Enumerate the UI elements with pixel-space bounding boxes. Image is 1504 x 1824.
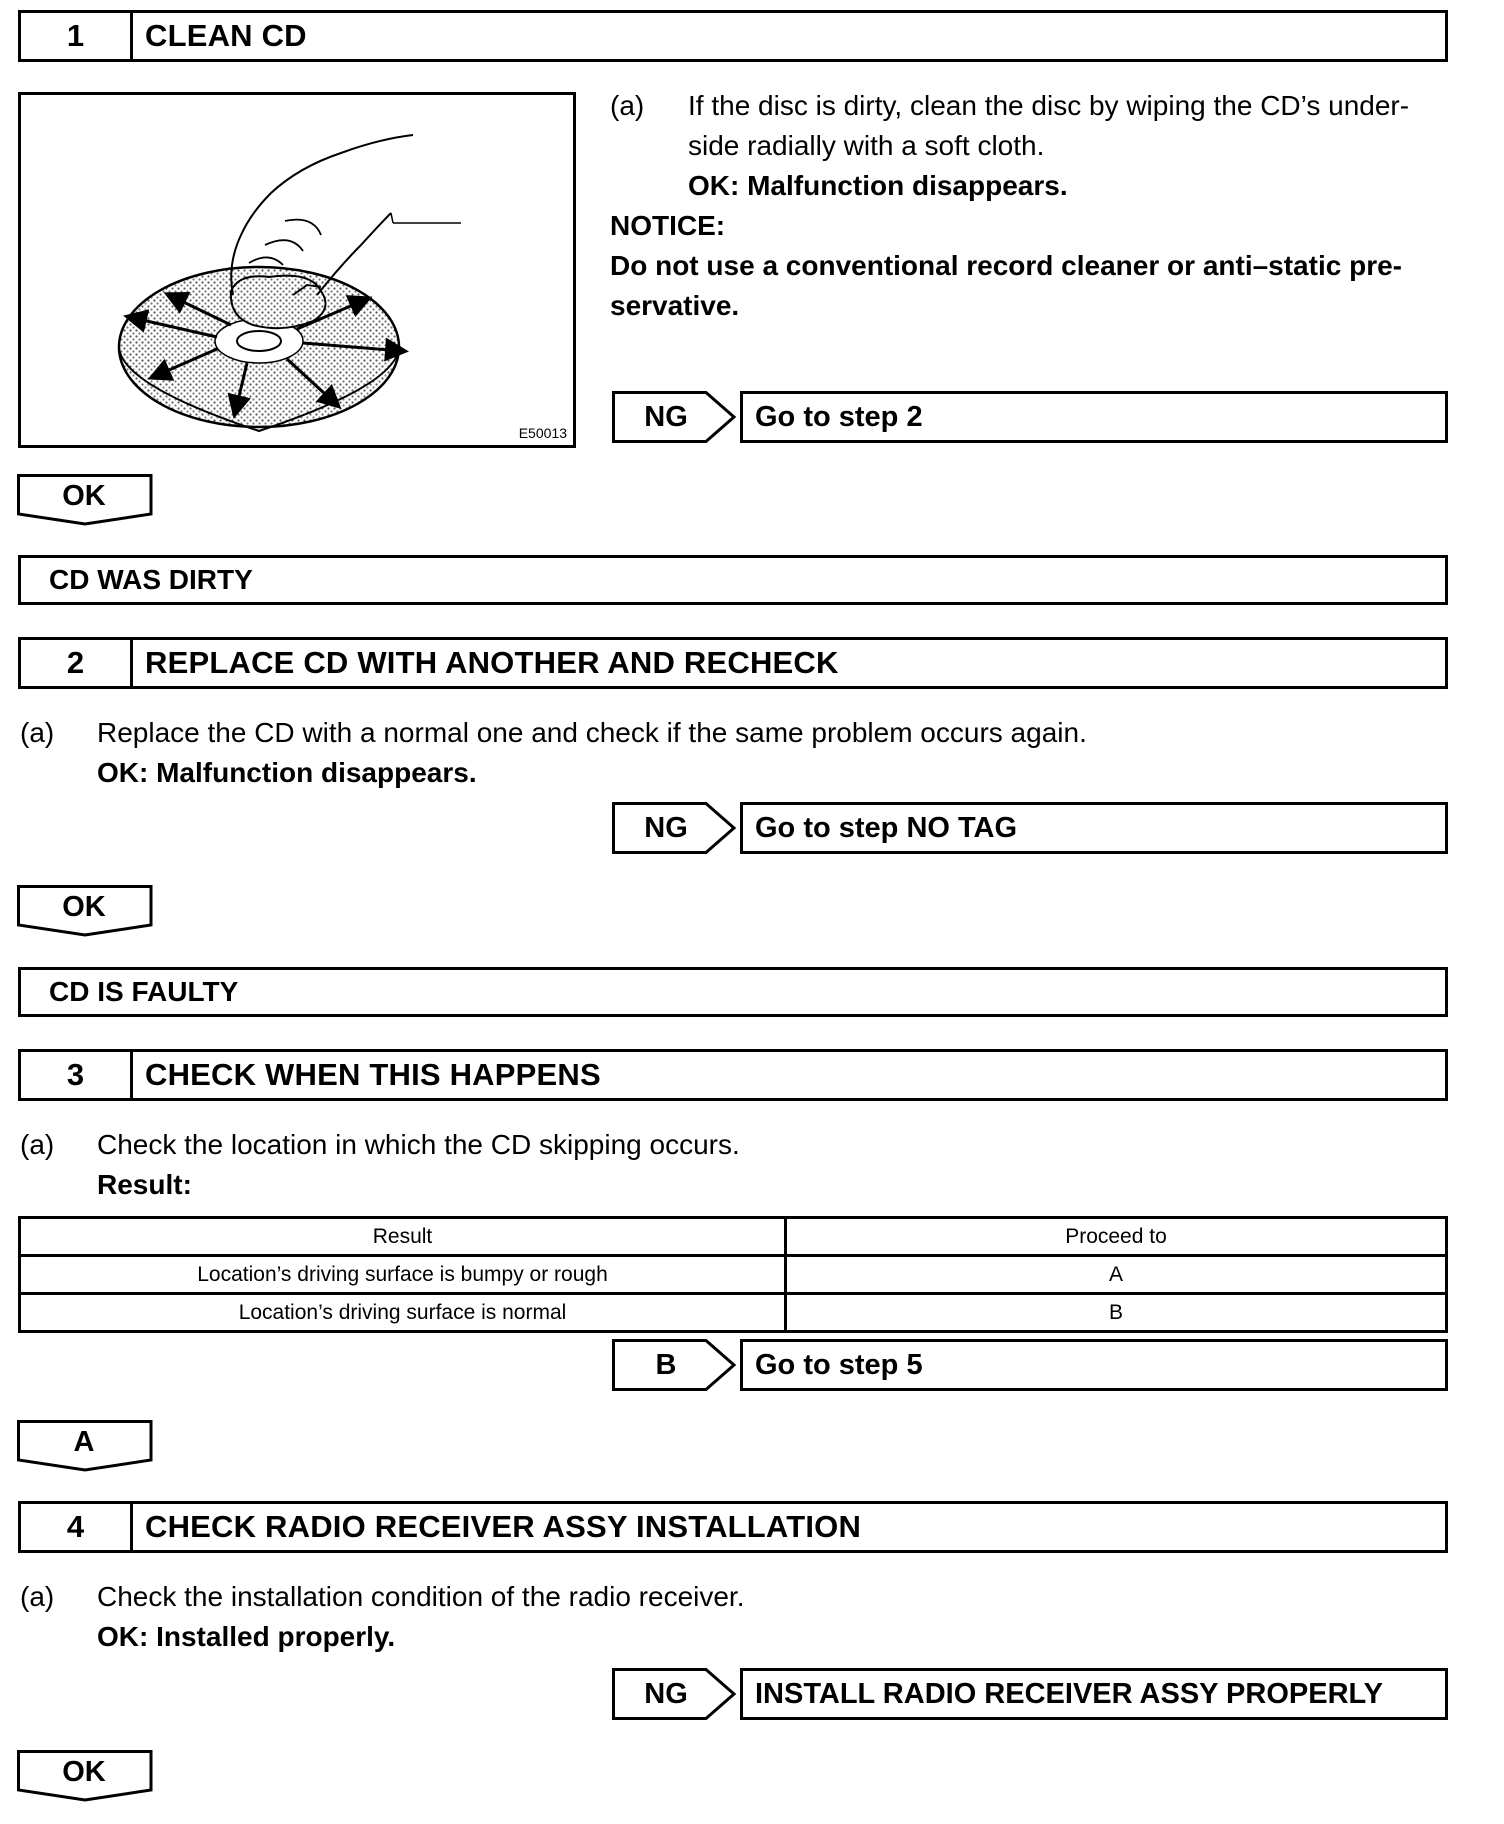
ng-label: NG xyxy=(644,811,688,844)
result-cell: Location’s driving surface is bumpy or rough xyxy=(20,1256,786,1294)
ng-target-link[interactable]: Go to step NO TAG xyxy=(740,802,1448,854)
ok-tab[interactable]: OK xyxy=(62,1755,106,1788)
ng-label: NG xyxy=(644,400,688,433)
step-title: CHECK RADIO RECEIVER ASSY INSTALLATION xyxy=(145,1509,862,1544)
notice-line-1: Do not use a conventional record cleaner or anti–static pre- xyxy=(610,250,1402,281)
step-title: CLEAN CD xyxy=(145,18,307,53)
column-header-result: Result xyxy=(20,1218,786,1256)
b-label: B xyxy=(655,1348,677,1381)
step-3-header xyxy=(18,1049,1448,1101)
ok-criterion: OK: Malfunction disappears. xyxy=(97,757,477,788)
step-number: 1 xyxy=(21,13,133,59)
item-a-line-1: If the disc is dirty, clean the disc by wiping the CD’s under- xyxy=(688,90,1410,121)
item-a-marker: (a) xyxy=(610,90,645,121)
item-a-marker: (a) xyxy=(20,717,55,748)
ng-label: NG xyxy=(644,1677,688,1710)
step-number: 4 xyxy=(21,1504,133,1550)
cd-wiping-hand-icon xyxy=(21,95,573,445)
result-banner-cd-dirty: CD WAS DIRTY xyxy=(18,555,1448,605)
table-row xyxy=(20,1256,1447,1294)
item-a-text: Check the location in which the CD skipping occurs. xyxy=(97,1129,740,1160)
item-a-text: Replace the CD with a normal one and check if the same problem occurs again. xyxy=(97,717,1087,748)
cd-cleaning-illustration xyxy=(18,92,576,448)
table-row xyxy=(20,1294,1447,1332)
b-target-link[interactable]: Go to step 5 xyxy=(740,1339,1448,1391)
ng-target-link[interactable]: INSTALL RADIO RECEIVER ASSY PROPERLY xyxy=(740,1668,1448,1720)
proceed-cell: A xyxy=(786,1256,1447,1294)
ng-target-link[interactable]: Go to step 2 xyxy=(740,391,1448,443)
step-title: CHECK WHEN THIS HAPPENS xyxy=(145,1057,601,1092)
figure-code: E50013 xyxy=(518,425,567,441)
result-table xyxy=(18,1216,1448,1333)
result-banner-cd-faulty: CD IS FAULTY xyxy=(18,967,1448,1017)
ok-tab[interactable]: OK xyxy=(62,479,106,512)
ok-tab[interactable]: OK xyxy=(62,890,106,923)
notice-line-2: servative. xyxy=(610,290,740,321)
table-header-row xyxy=(20,1218,1447,1256)
notice-label: NOTICE: xyxy=(610,210,726,241)
step-1-header xyxy=(18,10,1448,62)
item-a-marker: (a) xyxy=(20,1129,55,1160)
item-a-text: Check the installation condition of the radio receiver. xyxy=(97,1581,745,1612)
proceed-cell: B xyxy=(786,1294,1447,1332)
ok-criterion: OK: Malfunction disappears. xyxy=(688,170,1068,201)
item-a-marker: (a) xyxy=(20,1581,55,1612)
result-label: Result: xyxy=(97,1169,192,1200)
ok-criterion: OK: Installed properly. xyxy=(97,1621,396,1652)
step-number: 2 xyxy=(21,640,133,686)
item-a-line-2: side radially with a soft cloth. xyxy=(688,130,1045,161)
step-2-header xyxy=(18,637,1448,689)
column-header-proceed-to: Proceed to xyxy=(786,1218,1447,1256)
step-number: 3 xyxy=(21,1052,133,1098)
a-tab[interactable]: A xyxy=(73,1425,95,1458)
step-title: REPLACE CD WITH ANOTHER AND RECHECK xyxy=(145,645,839,680)
step-4-header xyxy=(18,1501,1448,1553)
result-cell: Location’s driving surface is normal xyxy=(20,1294,786,1332)
